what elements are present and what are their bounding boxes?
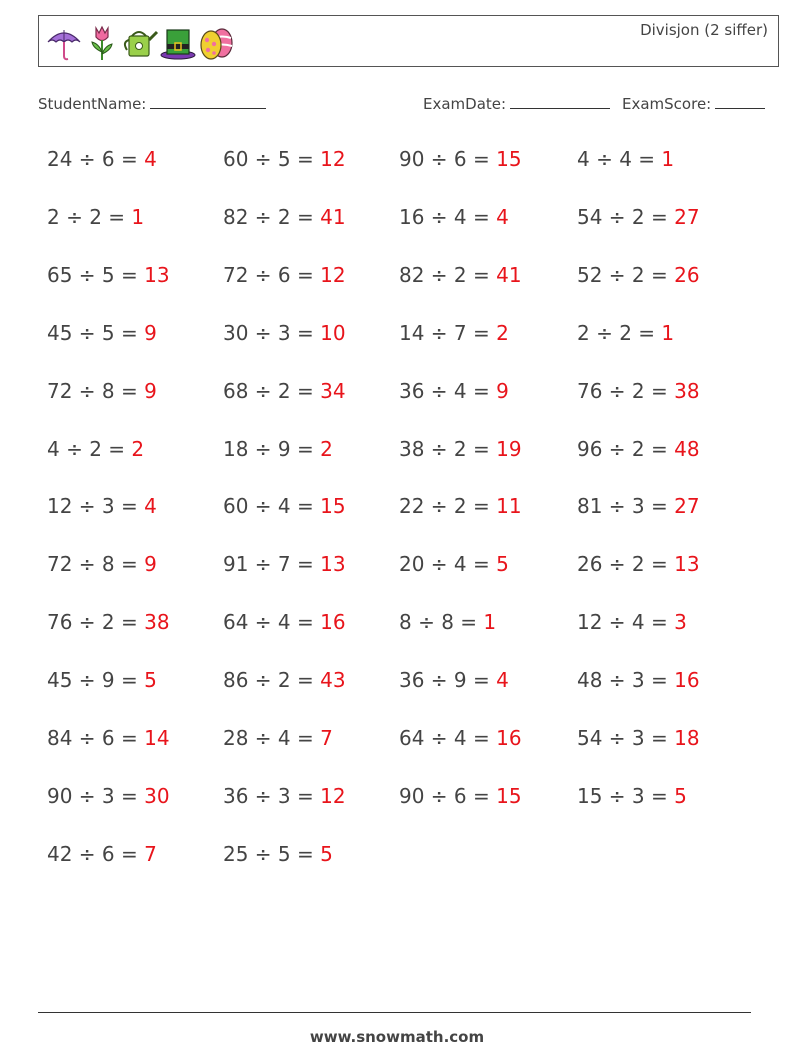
- problem-item: [577, 263, 700, 287]
- problem-item: [223, 379, 346, 403]
- problem-question: 36 ÷ 3 =: [223, 783, 314, 808]
- problem-item: [223, 205, 346, 229]
- problem-item: [47, 437, 144, 461]
- problem-answer: 4: [496, 668, 509, 693]
- problem-question: 28 ÷ 4 =: [223, 726, 314, 750]
- problem-answer: 16: [496, 726, 522, 750]
- problem-item: [577, 437, 700, 461]
- problem-answer: 48: [674, 436, 700, 461]
- exam-date-label: ExamDate:: [423, 95, 507, 113]
- problem-answer: 41: [320, 204, 346, 229]
- problem-question: 12 ÷ 4 =: [577, 610, 668, 635]
- footer-url: www.snowmath.com: [309, 1028, 485, 1046]
- problem-question: 64 ÷ 4 =: [223, 610, 314, 635]
- problem-item: [223, 552, 346, 576]
- problem-item: [399, 784, 522, 808]
- problem-answer: 4: [144, 147, 157, 171]
- problem-answer: 3: [674, 610, 687, 635]
- problem-item: [577, 552, 700, 576]
- problem-answer: 16: [320, 610, 346, 635]
- header-box: [38, 15, 779, 67]
- problem-answer: 13: [320, 552, 346, 577]
- sheet-title: Divisjon (2 siffer): [640, 21, 768, 39]
- footer-divider: [38, 1012, 751, 1013]
- problem-answer: 13: [144, 262, 170, 287]
- problem-question: 72 ÷ 8 =: [47, 552, 138, 577]
- problem-answer: 15: [496, 147, 522, 171]
- easter-eggs-icon: [197, 22, 235, 62]
- problem-item: [577, 726, 700, 750]
- icon-strip: [45, 22, 235, 62]
- problem-question: 72 ÷ 8 =: [47, 378, 138, 403]
- problem-question: 2 ÷ 2 =: [47, 204, 126, 229]
- problem-answer: 19: [496, 436, 522, 461]
- problem-item: [399, 610, 496, 634]
- problem-question: 22 ÷ 2 =: [399, 494, 490, 519]
- problem-item: [47, 321, 157, 345]
- problem-question: 54 ÷ 3 =: [577, 726, 668, 750]
- problem-question: 4 ÷ 2 =: [47, 436, 126, 461]
- problem-item: [223, 321, 346, 345]
- problem-answer: 5: [674, 783, 687, 808]
- problem-item: [47, 379, 157, 403]
- problem-answer: 10: [320, 320, 346, 345]
- problem-question: 18 ÷ 9 =: [223, 436, 314, 461]
- problem-item: [47, 263, 170, 287]
- problem-answer: 30: [144, 783, 170, 808]
- problem-item: [577, 668, 700, 692]
- problem-question: 90 ÷ 6 =: [399, 147, 490, 171]
- problem-item: [47, 842, 157, 866]
- problem-answer: 5: [320, 841, 333, 866]
- problem-answer: 14: [144, 726, 170, 750]
- problem-answer: 15: [320, 494, 346, 519]
- problem-item: [47, 610, 170, 634]
- leprechaun-hat-icon: [159, 22, 197, 62]
- student-name-blank[interactable]: [150, 94, 266, 109]
- problem-question: 2 ÷ 2 =: [577, 320, 656, 345]
- problem-question: 45 ÷ 9 =: [47, 668, 138, 693]
- problem-question: 82 ÷ 2 =: [399, 262, 490, 287]
- problem-answer: 1: [661, 147, 675, 171]
- problem-item: [577, 379, 700, 403]
- problem-question: 24 ÷ 6 =: [47, 147, 138, 171]
- problem-answer: 34: [320, 378, 346, 403]
- problem-question: 96 ÷ 2 =: [577, 436, 668, 461]
- problem-item: [399, 263, 522, 287]
- problem-answer: 41: [496, 262, 522, 287]
- problem-item: [47, 668, 157, 692]
- tulip-icon: [83, 22, 121, 62]
- problem-question: 12 ÷ 3 =: [47, 494, 138, 519]
- problem-item: [47, 726, 170, 750]
- problem-question: 52 ÷ 2 =: [577, 262, 668, 287]
- problem-item: [399, 668, 509, 692]
- problem-question: 30 ÷ 3 =: [223, 320, 314, 345]
- problem-item: [399, 726, 522, 750]
- problem-question: 90 ÷ 3 =: [47, 783, 138, 808]
- exam-date-field: [423, 94, 610, 113]
- problem-question: 45 ÷ 5 =: [47, 320, 138, 345]
- exam-date-blank[interactable]: [510, 94, 610, 109]
- problem-question: 91 ÷ 7 =: [223, 552, 314, 577]
- problem-item: [47, 784, 170, 808]
- problem-answer: 38: [674, 378, 700, 403]
- watering-can-icon: [121, 22, 159, 62]
- problem-answer: 12: [320, 783, 346, 808]
- problem-answer: 12: [320, 147, 346, 171]
- problem-answer: 5: [496, 552, 509, 577]
- exam-score-blank[interactable]: [715, 94, 765, 109]
- exam-score-field: [622, 94, 765, 113]
- problem-answer: 18: [674, 726, 700, 750]
- problem-answer: 16: [674, 668, 700, 693]
- problem-item: [577, 205, 700, 229]
- problem-question: 16 ÷ 4 =: [399, 204, 490, 229]
- problem-item: [223, 263, 346, 287]
- problem-answer: 1: [483, 610, 497, 635]
- problem-item: [577, 494, 700, 518]
- problem-question: 36 ÷ 9 =: [399, 668, 490, 693]
- problem-question: 86 ÷ 2 =: [223, 668, 314, 693]
- problem-item: [47, 147, 157, 171]
- problem-item: [577, 610, 687, 634]
- problem-item: [223, 842, 333, 866]
- problem-answer: 9: [144, 320, 157, 345]
- problem-answer: 1: [131, 204, 145, 229]
- problem-question: 65 ÷ 5 =: [47, 262, 138, 287]
- problem-answer: 2: [320, 436, 333, 461]
- umbrella-icon: [45, 22, 83, 62]
- problem-answer: 13: [674, 552, 700, 577]
- problem-item: [223, 726, 333, 750]
- problem-item: [399, 205, 509, 229]
- student-name-field: [38, 94, 266, 113]
- problem-answer: 43: [320, 668, 346, 693]
- problem-answer: 1: [661, 320, 675, 345]
- exam-score-label: ExamScore:: [622, 95, 712, 113]
- problem-item: [399, 379, 509, 403]
- problem-item: [577, 321, 674, 345]
- problem-answer: 27: [674, 204, 700, 229]
- problem-answer: 9: [144, 378, 157, 403]
- problem-item: [47, 205, 144, 229]
- problem-answer: 9: [144, 552, 157, 577]
- problem-question: 68 ÷ 2 =: [223, 378, 314, 403]
- problem-question: 82 ÷ 2 =: [223, 204, 314, 229]
- student-name-label: StudentName:: [38, 95, 147, 113]
- problem-item: [399, 494, 522, 518]
- problem-item: [399, 147, 522, 171]
- problem-item: [399, 552, 509, 576]
- problem-answer: 5: [144, 668, 157, 693]
- problem-question: 84 ÷ 6 =: [47, 726, 138, 750]
- problem-item: [223, 668, 346, 692]
- problem-item: [223, 437, 333, 461]
- problem-question: 48 ÷ 3 =: [577, 668, 668, 693]
- problem-question: 8 ÷ 8 =: [399, 610, 478, 635]
- problem-question: 81 ÷ 3 =: [577, 494, 668, 519]
- problem-question: 36 ÷ 4 =: [399, 378, 490, 403]
- problem-answer: 9: [496, 378, 509, 403]
- problem-answer: 11: [496, 494, 522, 519]
- problem-question: 60 ÷ 4 =: [223, 494, 314, 519]
- problem-question: 90 ÷ 6 =: [399, 783, 490, 808]
- problem-answer: 38: [144, 610, 170, 635]
- problem-question: 60 ÷ 5 =: [223, 147, 314, 171]
- problem-question: 25 ÷ 5 =: [223, 841, 314, 866]
- problem-question: 54 ÷ 2 =: [577, 204, 668, 229]
- problem-question: 14 ÷ 7 =: [399, 320, 490, 345]
- problem-item: [47, 552, 157, 576]
- problem-question: 76 ÷ 2 =: [47, 610, 138, 635]
- problem-answer: 4: [496, 204, 509, 229]
- problem-item: [223, 784, 346, 808]
- problem-answer: 12: [320, 262, 346, 287]
- problem-item: [223, 147, 346, 171]
- problem-item: [223, 494, 346, 518]
- problem-answer: 2: [496, 320, 509, 345]
- problem-question: 64 ÷ 4 =: [399, 726, 490, 750]
- problem-answer: 2: [131, 436, 145, 461]
- problem-item: [399, 321, 509, 345]
- problem-item: [577, 784, 687, 808]
- problem-answer: 4: [144, 494, 157, 519]
- problem-answer: 27: [674, 494, 700, 519]
- problem-question: 72 ÷ 6 =: [223, 262, 314, 287]
- problem-answer: 7: [144, 841, 157, 866]
- problem-answer: 15: [496, 783, 522, 808]
- problem-item: [399, 437, 522, 461]
- problem-question: 15 ÷ 3 =: [577, 783, 668, 808]
- problem-item: [223, 610, 346, 634]
- problem-answer: 7: [320, 726, 333, 750]
- problem-question: 26 ÷ 2 =: [577, 552, 668, 577]
- problem-question: 76 ÷ 2 =: [577, 378, 668, 403]
- problem-question: 42 ÷ 6 =: [47, 841, 138, 866]
- problem-question: 4 ÷ 4 =: [577, 147, 656, 171]
- problem-item: [47, 494, 157, 518]
- problem-question: 20 ÷ 4 =: [399, 552, 490, 577]
- problem-item: [577, 147, 674, 171]
- problem-question: 38 ÷ 2 =: [399, 436, 490, 461]
- problem-answer: 26: [674, 262, 700, 287]
